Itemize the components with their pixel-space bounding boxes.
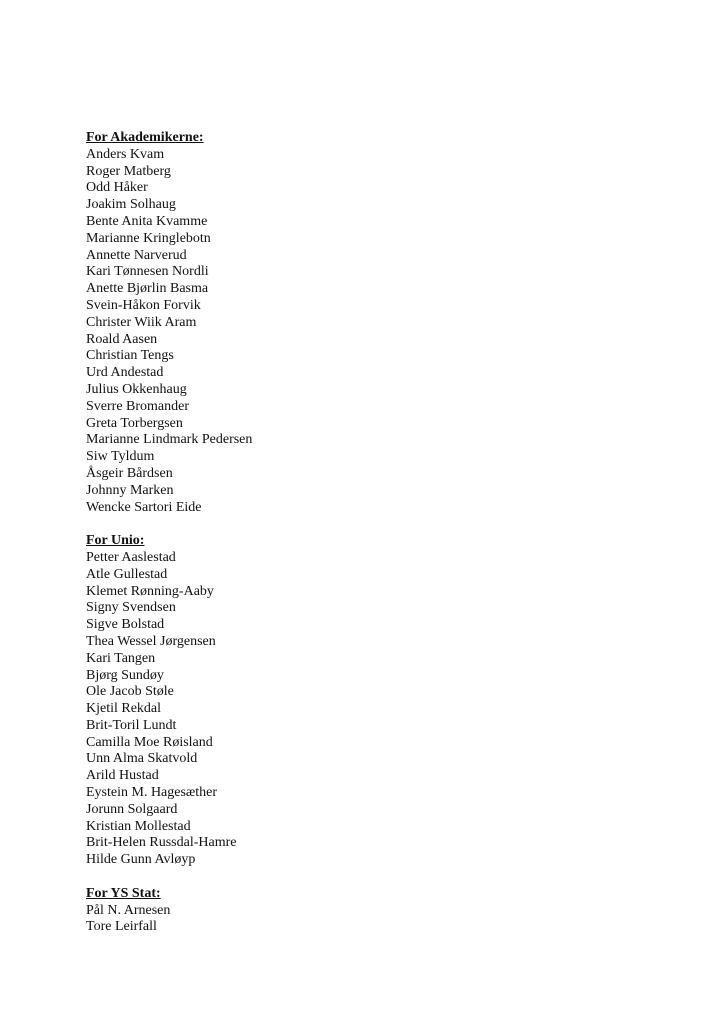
name-item: Petter Aaslestad	[86, 549, 176, 565]
name-item: Atle Gullestad	[86, 566, 168, 582]
name-item: Arild Hustad	[86, 768, 159, 784]
name-item: Julius Okkenhaug	[86, 381, 187, 397]
name-item: Anette Bjørlin Basma	[86, 281, 209, 297]
name-item: Odd Håker	[86, 180, 148, 196]
section-heading: For YS Stat:	[86, 885, 161, 901]
name-item: Åsgeir Bårdsen	[86, 465, 173, 481]
section-akademikerne	[86, 130, 646, 516]
name-list	[86, 147, 646, 517]
name-item: Anders Kvam	[86, 146, 165, 162]
name-list	[86, 550, 646, 869]
name-item: Bjørg Sundøy	[86, 667, 164, 683]
name-item: Brit-Toril Lundt	[86, 717, 177, 733]
name-item: Camilla Moe Røisland	[86, 734, 213, 750]
name-item: Marianne Lindmark Pedersen	[86, 432, 253, 448]
name-list	[86, 903, 646, 937]
name-item: Svein-Håkon Forvik	[86, 297, 201, 313]
name-item: Eystein M. Hagesæther	[86, 785, 218, 801]
name-item: Pål N. Arnesen	[86, 902, 171, 918]
name-item: Ole Jacob Støle	[86, 684, 174, 700]
name-item: Sigve Bolstad	[86, 617, 165, 633]
name-item: Roald Aasen	[86, 331, 158, 347]
section-unio	[86, 533, 646, 869]
section-heading: For Akademikerne:	[86, 130, 204, 145]
name-item: Jorunn Solgaard	[86, 801, 178, 817]
name-item: Marianne Kringlebotn	[86, 230, 211, 246]
name-item: Bente Anita Kvamme	[86, 213, 208, 229]
name-item: Annette Narverud	[86, 247, 187, 263]
name-item: Urd Andestad	[86, 365, 164, 381]
name-item: Greta Torbergsen	[86, 415, 183, 431]
name-item: Brit-Helen Russdal-Hamre	[86, 835, 237, 851]
name-item: Klemet Rønning-Aaby	[86, 583, 214, 599]
name-item: Roger Matberg	[86, 163, 171, 179]
name-item: Kjetil Rekdal	[86, 701, 162, 717]
name-item: Christian Tengs	[86, 348, 174, 364]
name-item: Tore Leirfall	[86, 919, 157, 935]
section-heading: For Unio:	[86, 533, 145, 549]
name-item: Signy Svendsen	[86, 600, 176, 616]
name-item: Thea Wessel Jørgensen	[86, 633, 216, 649]
section-ys-stat	[86, 886, 646, 936]
name-item: Hilde Gunn Avløyp	[86, 852, 196, 868]
name-item: Kari Tangen	[86, 650, 156, 666]
name-item: Johnny Marken	[86, 482, 174, 498]
name-item: Kristian Mollestad	[86, 818, 191, 834]
name-item: Sverre Bromander	[86, 398, 190, 414]
name-item: Wencke Sartori Eide	[86, 499, 202, 515]
name-item: Kari Tønnesen Nordli	[86, 264, 209, 280]
name-item: Joakim Solhaug	[86, 197, 176, 213]
name-item: Unn Alma Skatvold	[86, 751, 198, 767]
name-item: Christer Wiik Aram	[86, 314, 197, 330]
name-item: Siw Tyldum	[86, 449, 155, 465]
signatory-list	[86, 130, 646, 936]
